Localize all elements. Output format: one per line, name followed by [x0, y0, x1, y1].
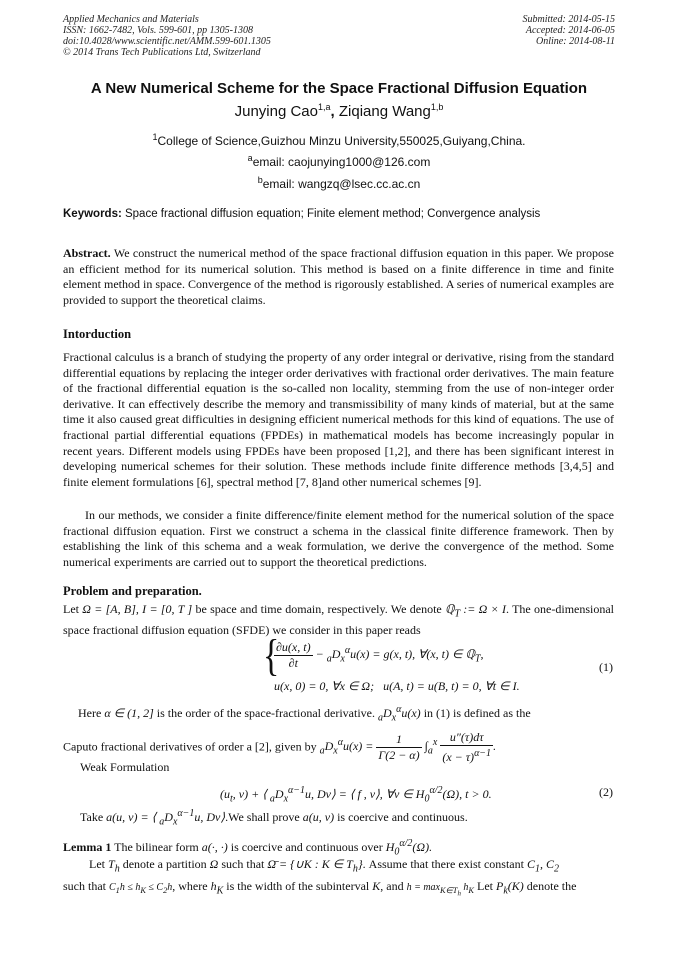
- keywords: [63, 208, 623, 220]
- author-2-sup: 1,b: [430, 102, 444, 112]
- text-run: denote a partition: [119, 857, 210, 871]
- header-left: [63, 14, 271, 58]
- take-line: [80, 806, 614, 829]
- author-sep: ,: [330, 103, 339, 120]
- text-run: is the width of the subinterval: [223, 879, 373, 893]
- text-run: Let: [63, 602, 83, 616]
- author-1: Junying Cao: [234, 103, 318, 120]
- text-run: . Assume that there exist constant: [362, 857, 527, 871]
- affiliation-text: College of Science,Guizhou Minzu University,550025,Guiyang,China.: [157, 134, 526, 148]
- text-run: Let: [89, 857, 108, 871]
- equation-1-number: (1): [599, 660, 613, 674]
- text-run: , and: [380, 879, 407, 893]
- partition-line: [63, 857, 614, 876]
- weak-formulation-label: Weak Formulation: [80, 760, 170, 774]
- text-run: Let: [473, 879, 496, 893]
- here-line: [63, 702, 614, 725]
- fraction: $\frac{\partial u(x, t)}{\partial t}$: [276, 640, 311, 670]
- math-caputo: $_aD_x^\alpha u(x)$ = $\frac{1}{\Gamma(2 - \alpha)}$ $\int_a^x$ $\frac{u''(\tau)d\tau}{(x - \tau)^{\alpha-1}}$ .: [319, 730, 497, 764]
- such-that-line: [63, 879, 614, 902]
- math-alpha: α ∈ (1, 2]: [104, 706, 154, 720]
- math-form: a(·, ·): [201, 840, 228, 854]
- math-hmax: $h = \max_{K\in T_h} h_K$: [406, 882, 474, 898]
- doi[interactable]: doi:10.4028/www.scientific.net/AMM.599-601.1305: [63, 36, 271, 47]
- email-b-text[interactable]: email: wangzq@lsec.cc.ac.cn: [262, 177, 421, 191]
- math-hk: $h_K$: [210, 879, 224, 897]
- math-space: $H_0^{\alpha/2}(\Omega)$.: [385, 838, 433, 858]
- header-right: [523, 14, 616, 47]
- text-run: be space and time domain, respectively. We denote: [192, 602, 446, 616]
- journal-name: Applied Mechanics and Materials: [63, 14, 199, 25]
- text-run: , where: [172, 879, 211, 893]
- paper-title: A New Numerical Scheme for the Space Fractional Diffusion Equation: [90, 80, 588, 97]
- section-heading-intro: Intorduction: [63, 327, 132, 341]
- copyright: © 2014 Trans Tech Publications Ltd, Switzerland: [63, 47, 261, 58]
- math-bilinear: a(u, v) = ⟨ $_aD_x^{\alpha-1}u$, Dv⟩: [106, 808, 226, 828]
- abstract-text: We construct the numerical method of the space fractional diffusion equation in this paper. We propose an efficient method for its numerical solution. This method is based on a finite difference in time and finite element method in space. Convergence of the method is rigorously established. A series of numerical examples are provided to support the theoretical claims.: [63, 246, 614, 307]
- intro-paragraph-1: Fractional calculus is a branch of studying the property of any order integral or derivative, rising from the standard differential equations by replacing the integer order derivatives with fractional order derivatives. The main feature of the fractional differential equation is the so-called non locality, stemming from the use of non-integer order derivative. It can effectively describe the memory and transmissibility of many kinds of material, but at the same time it also caused great difficulties in designing efficient numerical methods for this kind of equations. The use of fractional partial differential equations (FPDEs) in mathematical models has become increasingly popular in recent years. Different models using FPDEs have been proposed [1,2], and there has been significant interest in developing numerical schemes for their solution. These methods include finite difference methods [3,4,5] and finite element formulations [6], spectral method [7, 8]and other numerical schemes [9].: [63, 350, 614, 489]
- equation-1-brace: {: [263, 632, 280, 681]
- email-b: [0, 175, 678, 191]
- issn: ISSN: 1662-7482, Vols. 599-601, pp 1305-1308: [63, 25, 253, 36]
- text-run: Caputo fractional derivatives of order a [2], given by: [63, 739, 320, 754]
- intro-paragraph-2: In our methods, we consider a finite difference/finite element method for the numerical solution of the space fractional diffusion equation. First we construct a schema in the classical finite difference framework. Then by establishing the link of this schema and a weak formulation, we derive the convergence of the method. Some numerical experiments are carried out to support the theoretical predictions.: [63, 508, 614, 569]
- abstract-label: Abstract.: [63, 246, 111, 260]
- equation-2-number: (2): [599, 785, 613, 799]
- authors: [0, 102, 678, 120]
- author-1-sup: 1,a: [318, 102, 331, 112]
- text-run: denote the: [523, 879, 577, 893]
- email-a: [0, 153, 678, 169]
- text-run: in (1) is defined as the: [420, 706, 531, 720]
- math-closure: Ω̄ = {∪K : K ∈ $T_h$}: [267, 857, 363, 875]
- submitted-date: Submitted: 2014-05-15: [522, 14, 615, 25]
- math-omega: Ω: [209, 857, 219, 871]
- equation-1-line-2: u(x, 0) = 0, ∀x ∈ Ω; u(A, t) = u(B, t) = 0, ∀t ∈ I.: [274, 679, 520, 693]
- text-run: is coercive and continuous over: [227, 840, 386, 854]
- math-derivative: $_aD_x^\alpha u(x)$: [377, 704, 421, 724]
- accepted-date: Accepted: 2014-06-05: [525, 25, 615, 36]
- keywords-text: Space fractional diffusion equation; Finite element method; Convergence analysis: [121, 208, 541, 220]
- online-date: Online: 2014-08-11: [536, 36, 615, 47]
- text-run: . The one-dimensional space fractional diffusion equation (SFDE) we consider in this paper reads: [63, 602, 615, 638]
- lemma-label: Lemma 1: [63, 840, 112, 854]
- text-run: is the order of the space-fractional derivative.: [153, 706, 378, 720]
- email-a-text[interactable]: email: caojunying1000@126.com: [252, 155, 431, 169]
- math-k: K: [372, 879, 381, 893]
- math-a: a(u, v): [302, 810, 335, 824]
- text-run: is coercive and continuous.: [334, 810, 468, 824]
- text-run: such that: [218, 857, 268, 871]
- problem-paragraph: [63, 601, 614, 639]
- keywords-label: Keywords:: [63, 208, 122, 220]
- math-qt: ℚ$_T$ := Ω × I: [445, 602, 507, 620]
- math-ineq: $C_1h \le h_K \le C_2h$: [109, 882, 173, 895]
- equation-2: ($u_t$, v) + ⟨ $_aD_x^{\alpha-1}u$, Dv⟩ = ⟨ f , v⟩, ∀v ∈ $H_0^{\alpha/2}(\Omega)$, t > 0.: [220, 785, 492, 805]
- email-a-sup: a: [247, 153, 253, 163]
- math-th: $T_h$: [108, 857, 120, 875]
- text-run: such that: [63, 879, 109, 893]
- equation-1-line-1: $\frac{\partial u(x, t)}{\partial t}$ − $_aD_x^\alpha u(x) = g(x$, t), ∀(x, t) ∈ ℚ$_T$,: [276, 640, 484, 670]
- section-heading-problem: Problem and preparation.: [63, 584, 202, 598]
- text-run: The bilinear form: [111, 840, 202, 854]
- math-domain: Ω = [A, B], I = [0, T ]: [82, 602, 193, 616]
- affiliation: [0, 132, 678, 148]
- email-b-sup: b: [257, 175, 263, 185]
- text-run: Here: [78, 706, 105, 720]
- author-2: Ziqiang Wang: [338, 103, 431, 120]
- math-constants: $C_1$, $C_2$: [526, 857, 559, 875]
- math-pk: $P_k(K)$: [495, 879, 524, 897]
- abstract: [63, 246, 614, 308]
- affiliation-sup: 1: [152, 132, 158, 142]
- text-run: Take: [80, 810, 107, 824]
- text-run: .We shall prove: [225, 810, 303, 824]
- lemma-1: [63, 836, 614, 859]
